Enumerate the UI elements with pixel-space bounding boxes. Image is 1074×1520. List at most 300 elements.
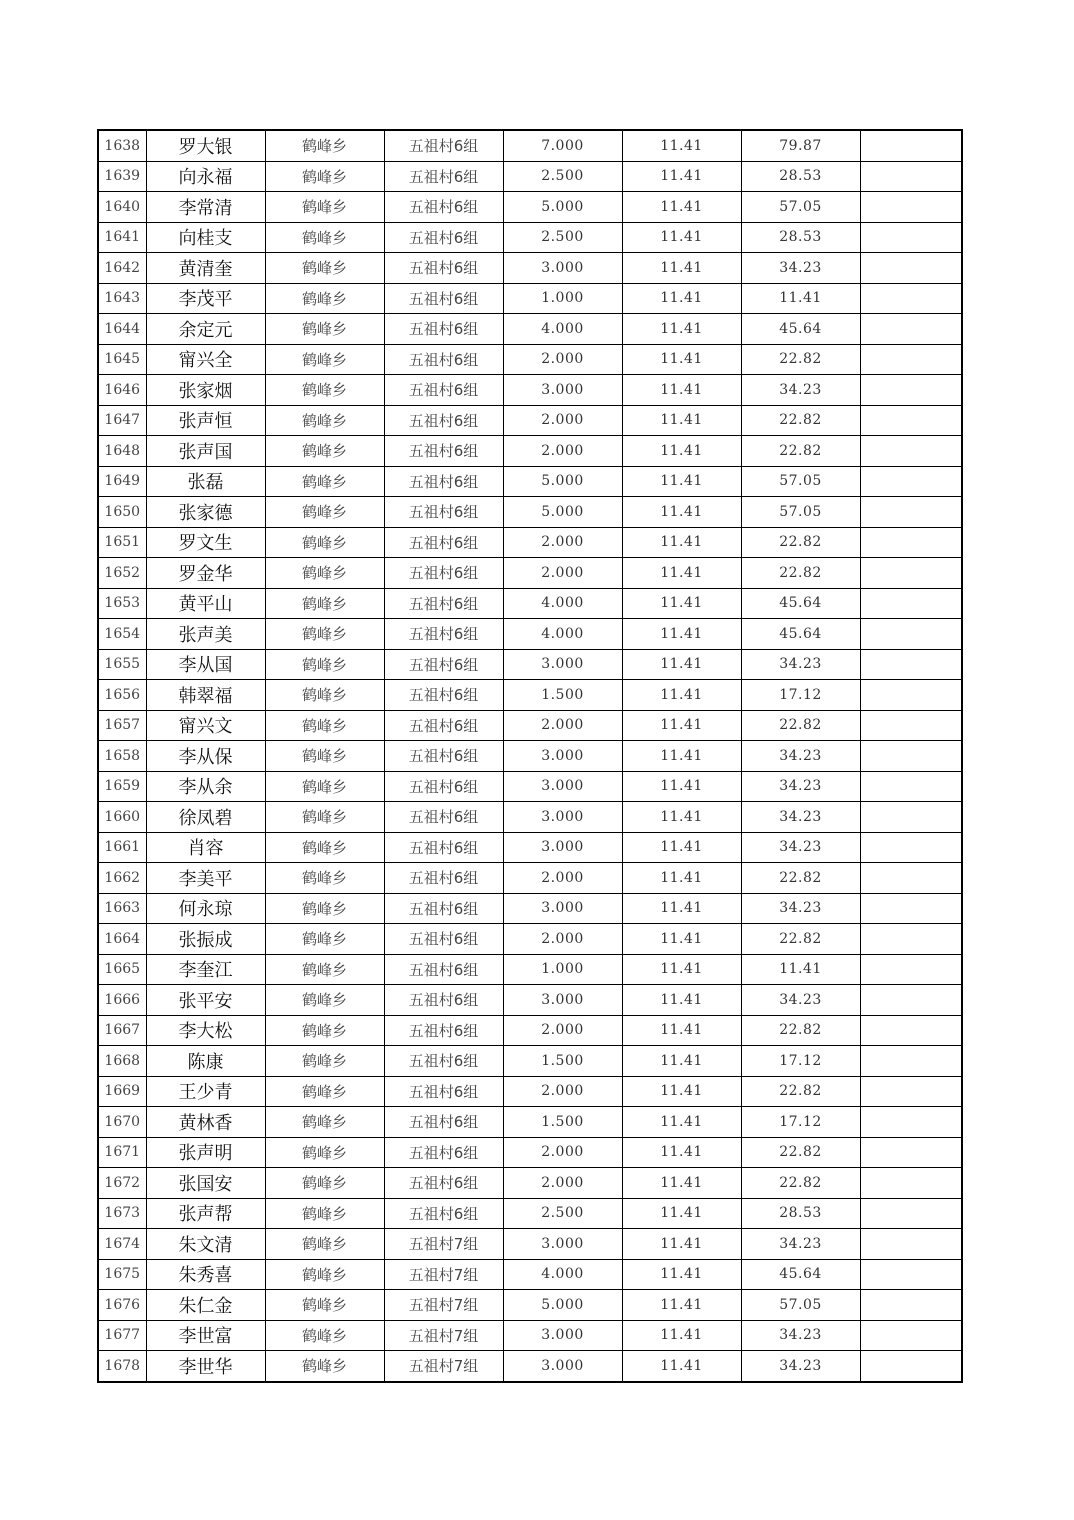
- name-cell: 李世富: [146, 1320, 265, 1351]
- row-number-cell: 1654: [98, 619, 146, 650]
- name-cell: 张声明: [146, 1137, 265, 1168]
- amount-cell: 22.82: [741, 436, 860, 467]
- amount-cell: 28.53: [741, 222, 860, 253]
- name-cell: 韩翠福: [146, 680, 265, 711]
- rate-cell: 11.41: [622, 497, 741, 528]
- village-group-cell: 五祖村6组: [384, 344, 503, 375]
- village-group-cell: 五祖村6组: [384, 314, 503, 345]
- township-cell: 鹤峰乡: [265, 1351, 384, 1382]
- village-group-cell: 五祖村6组: [384, 405, 503, 436]
- note-cell: [860, 466, 962, 497]
- name-cell: 王少青: [146, 1076, 265, 1107]
- quantity-cell: 3.000: [503, 253, 622, 284]
- amount-cell: 17.12: [741, 1107, 860, 1138]
- amount-cell: 22.82: [741, 558, 860, 589]
- rate-cell: 11.41: [622, 558, 741, 589]
- rate-cell: 11.41: [622, 1015, 741, 1046]
- amount-cell: 22.82: [741, 1137, 860, 1168]
- quantity-cell: 2.000: [503, 344, 622, 375]
- rate-cell: 11.41: [622, 893, 741, 924]
- rate-cell: 11.41: [622, 1351, 741, 1382]
- note-cell: [860, 1229, 962, 1260]
- row-number-cell: 1651: [98, 527, 146, 558]
- note-cell: [860, 1320, 962, 1351]
- name-cell: 徐凤碧: [146, 802, 265, 833]
- village-group-cell: 五祖村6组: [384, 1046, 503, 1077]
- amount-cell: 28.53: [741, 161, 860, 192]
- quantity-cell: 5.000: [503, 497, 622, 528]
- table-row: [98, 832, 962, 863]
- rate-cell: 11.41: [622, 466, 741, 497]
- table-row: [98, 558, 962, 589]
- rate-cell: 11.41: [622, 222, 741, 253]
- township-cell: 鹤峰乡: [265, 649, 384, 680]
- row-number-cell: 1642: [98, 253, 146, 284]
- row-number-cell: 1641: [98, 222, 146, 253]
- note-cell: [860, 985, 962, 1016]
- table-row: [98, 527, 962, 558]
- rate-cell: 11.41: [622, 1290, 741, 1321]
- row-number-cell: 1658: [98, 741, 146, 772]
- table-row: [98, 130, 962, 161]
- rate-cell: 11.41: [622, 375, 741, 406]
- township-cell: 鹤峰乡: [265, 558, 384, 589]
- amount-cell: 22.82: [741, 863, 860, 894]
- name-cell: 张声帮: [146, 1198, 265, 1229]
- township-cell: 鹤峰乡: [265, 222, 384, 253]
- township-cell: 鹤峰乡: [265, 1229, 384, 1260]
- township-cell: 鹤峰乡: [265, 1320, 384, 1351]
- amount-cell: 22.82: [741, 924, 860, 955]
- note-cell: [860, 893, 962, 924]
- amount-cell: 22.82: [741, 405, 860, 436]
- note-cell: [860, 1046, 962, 1077]
- note-cell: [860, 802, 962, 833]
- name-cell: 李常清: [146, 192, 265, 223]
- note-cell: [860, 1259, 962, 1290]
- township-cell: 鹤峰乡: [265, 680, 384, 711]
- rate-cell: 11.41: [622, 283, 741, 314]
- township-cell: 鹤峰乡: [265, 710, 384, 741]
- note-cell: [860, 161, 962, 192]
- rate-cell: 11.41: [622, 192, 741, 223]
- township-cell: 鹤峰乡: [265, 1046, 384, 1077]
- township-cell: 鹤峰乡: [265, 436, 384, 467]
- rate-cell: 11.41: [622, 832, 741, 863]
- village-group-cell: 五祖村6组: [384, 497, 503, 528]
- township-cell: 鹤峰乡: [265, 619, 384, 650]
- quantity-cell: 1.500: [503, 680, 622, 711]
- note-cell: [860, 192, 962, 223]
- table-row: [98, 1015, 962, 1046]
- note-cell: [860, 375, 962, 406]
- village-group-cell: 五祖村6组: [384, 985, 503, 1016]
- quantity-cell: 5.000: [503, 466, 622, 497]
- name-cell: 向桂支: [146, 222, 265, 253]
- name-cell: 李奎江: [146, 954, 265, 985]
- row-number-cell: 1669: [98, 1076, 146, 1107]
- township-cell: 鹤峰乡: [265, 985, 384, 1016]
- village-group-cell: 五祖村6组: [384, 130, 503, 161]
- village-group-cell: 五祖村6组: [384, 161, 503, 192]
- rate-cell: 11.41: [622, 802, 741, 833]
- note-cell: [860, 497, 962, 528]
- table-row: [98, 497, 962, 528]
- name-cell: 张声国: [146, 436, 265, 467]
- table-row: [98, 1076, 962, 1107]
- table-row: [98, 1198, 962, 1229]
- rate-cell: 11.41: [622, 161, 741, 192]
- records-table-body: [98, 130, 962, 1382]
- rate-cell: 11.41: [622, 253, 741, 284]
- table-row: [98, 466, 962, 497]
- row-number-cell: 1667: [98, 1015, 146, 1046]
- rate-cell: 11.41: [622, 619, 741, 650]
- amount-cell: 57.05: [741, 497, 860, 528]
- village-group-cell: 五祖村6组: [384, 466, 503, 497]
- rate-cell: 11.41: [622, 924, 741, 955]
- township-cell: 鹤峰乡: [265, 1015, 384, 1046]
- quantity-cell: 2.500: [503, 161, 622, 192]
- rate-cell: 11.41: [622, 1198, 741, 1229]
- rate-cell: 11.41: [622, 649, 741, 680]
- rate-cell: 11.41: [622, 680, 741, 711]
- village-group-cell: 五祖村6组: [384, 558, 503, 589]
- row-number-cell: 1652: [98, 558, 146, 589]
- village-group-cell: 五祖村6组: [384, 436, 503, 467]
- township-cell: 鹤峰乡: [265, 192, 384, 223]
- name-cell: 张声恒: [146, 405, 265, 436]
- note-cell: [860, 1351, 962, 1382]
- quantity-cell: 2.000: [503, 405, 622, 436]
- row-number-cell: 1656: [98, 680, 146, 711]
- amount-cell: 17.12: [741, 680, 860, 711]
- table-row: [98, 314, 962, 345]
- village-group-cell: 五祖村7组: [384, 1351, 503, 1382]
- row-number-cell: 1657: [98, 710, 146, 741]
- table-row: [98, 924, 962, 955]
- row-number-cell: 1648: [98, 436, 146, 467]
- township-cell: 鹤峰乡: [265, 1198, 384, 1229]
- quantity-cell: 3.000: [503, 1320, 622, 1351]
- name-cell: 李茂平: [146, 283, 265, 314]
- quantity-cell: 2.000: [503, 924, 622, 955]
- quantity-cell: 4.000: [503, 314, 622, 345]
- quantity-cell: 3.000: [503, 375, 622, 406]
- name-cell: 张家德: [146, 497, 265, 528]
- village-group-cell: 五祖村6组: [384, 283, 503, 314]
- village-group-cell: 五祖村6组: [384, 1168, 503, 1199]
- township-cell: 鹤峰乡: [265, 497, 384, 528]
- quantity-cell: 2.000: [503, 1076, 622, 1107]
- village-group-cell: 五祖村7组: [384, 1290, 503, 1321]
- amount-cell: 79.87: [741, 130, 860, 161]
- row-number-cell: 1674: [98, 1229, 146, 1260]
- amount-cell: 22.82: [741, 1076, 860, 1107]
- township-cell: 鹤峰乡: [265, 954, 384, 985]
- name-cell: 李大松: [146, 1015, 265, 1046]
- village-group-cell: 五祖村6组: [384, 1076, 503, 1107]
- quantity-cell: 3.000: [503, 771, 622, 802]
- township-cell: 鹤峰乡: [265, 253, 384, 284]
- row-number-cell: 1672: [98, 1168, 146, 1199]
- table-row: [98, 588, 962, 619]
- name-cell: 罗大银: [146, 130, 265, 161]
- amount-cell: 22.82: [741, 527, 860, 558]
- row-number-cell: 1644: [98, 314, 146, 345]
- amount-cell: 57.05: [741, 1290, 860, 1321]
- row-number-cell: 1640: [98, 192, 146, 223]
- note-cell: [860, 649, 962, 680]
- note-cell: [860, 741, 962, 772]
- note-cell: [860, 1290, 962, 1321]
- rate-cell: 11.41: [622, 344, 741, 375]
- row-number-cell: 1645: [98, 344, 146, 375]
- table-row: [98, 344, 962, 375]
- row-number-cell: 1673: [98, 1198, 146, 1229]
- note-cell: [860, 771, 962, 802]
- note-cell: [860, 863, 962, 894]
- name-cell: 朱文清: [146, 1229, 265, 1260]
- note-cell: [860, 1198, 962, 1229]
- name-cell: 张国安: [146, 1168, 265, 1199]
- rate-cell: 11.41: [622, 710, 741, 741]
- quantity-cell: 3.000: [503, 1229, 622, 1260]
- rate-cell: 11.41: [622, 1046, 741, 1077]
- quantity-cell: 2.500: [503, 1198, 622, 1229]
- quantity-cell: 1.500: [503, 1107, 622, 1138]
- village-group-cell: 五祖村6组: [384, 832, 503, 863]
- village-group-cell: 五祖村6组: [384, 954, 503, 985]
- name-cell: 黄平山: [146, 588, 265, 619]
- note-cell: [860, 619, 962, 650]
- name-cell: 张家烟: [146, 375, 265, 406]
- table-row: [98, 893, 962, 924]
- table-row: [98, 954, 962, 985]
- table-row: [98, 161, 962, 192]
- amount-cell: 34.23: [741, 832, 860, 863]
- name-cell: 张振成: [146, 924, 265, 955]
- table-row: [98, 405, 962, 436]
- village-group-cell: 五祖村6组: [384, 863, 503, 894]
- rate-cell: 11.41: [622, 1259, 741, 1290]
- table-row: [98, 619, 962, 650]
- village-group-cell: 五祖村7组: [384, 1320, 503, 1351]
- note-cell: [860, 680, 962, 711]
- rate-cell: 11.41: [622, 436, 741, 467]
- note-cell: [860, 314, 962, 345]
- name-cell: 陈康: [146, 1046, 265, 1077]
- quantity-cell: 5.000: [503, 192, 622, 223]
- row-number-cell: 1663: [98, 893, 146, 924]
- name-cell: 张声美: [146, 619, 265, 650]
- rate-cell: 11.41: [622, 405, 741, 436]
- township-cell: 鹤峰乡: [265, 1076, 384, 1107]
- amount-cell: 34.23: [741, 893, 860, 924]
- note-cell: [860, 1107, 962, 1138]
- row-number-cell: 1661: [98, 832, 146, 863]
- rate-cell: 11.41: [622, 1320, 741, 1351]
- name-cell: 张磊: [146, 466, 265, 497]
- name-cell: 罗文生: [146, 527, 265, 558]
- row-number-cell: 1666: [98, 985, 146, 1016]
- table-row: [98, 1168, 962, 1199]
- records-table: [97, 129, 963, 1383]
- quantity-cell: 3.000: [503, 649, 622, 680]
- township-cell: 鹤峰乡: [265, 588, 384, 619]
- quantity-cell: 1.000: [503, 283, 622, 314]
- rate-cell: 11.41: [622, 1229, 741, 1260]
- table-row: [98, 710, 962, 741]
- row-number-cell: 1665: [98, 954, 146, 985]
- township-cell: 鹤峰乡: [265, 1107, 384, 1138]
- rate-cell: 11.41: [622, 314, 741, 345]
- name-cell: 黄林香: [146, 1107, 265, 1138]
- name-cell: 余定元: [146, 314, 265, 345]
- table-row: [98, 1107, 962, 1138]
- quantity-cell: 1.000: [503, 954, 622, 985]
- village-group-cell: 五祖村7组: [384, 1259, 503, 1290]
- note-cell: [860, 344, 962, 375]
- note-cell: [860, 1137, 962, 1168]
- row-number-cell: 1676: [98, 1290, 146, 1321]
- name-cell: 朱仁金: [146, 1290, 265, 1321]
- table-row: [98, 985, 962, 1016]
- table-row: [98, 680, 962, 711]
- note-cell: [860, 405, 962, 436]
- name-cell: 甯兴文: [146, 710, 265, 741]
- village-group-cell: 五祖村6组: [384, 192, 503, 223]
- quantity-cell: 2.000: [503, 436, 622, 467]
- village-group-cell: 五祖村6组: [384, 771, 503, 802]
- amount-cell: 34.23: [741, 253, 860, 284]
- township-cell: 鹤峰乡: [265, 1168, 384, 1199]
- rate-cell: 11.41: [622, 741, 741, 772]
- village-group-cell: 五祖村6组: [384, 680, 503, 711]
- amount-cell: 34.23: [741, 1351, 860, 1382]
- row-number-cell: 1653: [98, 588, 146, 619]
- amount-cell: 45.64: [741, 1259, 860, 1290]
- township-cell: 鹤峰乡: [265, 130, 384, 161]
- table-row: [98, 1351, 962, 1382]
- township-cell: 鹤峰乡: [265, 771, 384, 802]
- table-row: [98, 802, 962, 833]
- township-cell: 鹤峰乡: [265, 832, 384, 863]
- amount-cell: 34.23: [741, 649, 860, 680]
- name-cell: 李从国: [146, 649, 265, 680]
- table-row: [98, 253, 962, 284]
- quantity-cell: 5.000: [503, 1290, 622, 1321]
- name-cell: 黄清奎: [146, 253, 265, 284]
- township-cell: 鹤峰乡: [265, 466, 384, 497]
- rate-cell: 11.41: [622, 985, 741, 1016]
- amount-cell: 11.41: [741, 954, 860, 985]
- name-cell: 罗金华: [146, 558, 265, 589]
- township-cell: 鹤峰乡: [265, 283, 384, 314]
- rate-cell: 11.41: [622, 1168, 741, 1199]
- rate-cell: 11.41: [622, 527, 741, 558]
- table-row: [98, 1259, 962, 1290]
- table-row: [98, 1320, 962, 1351]
- township-cell: 鹤峰乡: [265, 924, 384, 955]
- amount-cell: 22.82: [741, 710, 860, 741]
- note-cell: [860, 832, 962, 863]
- name-cell: 李世华: [146, 1351, 265, 1382]
- rate-cell: 11.41: [622, 1107, 741, 1138]
- note-cell: [860, 527, 962, 558]
- quantity-cell: 2.500: [503, 222, 622, 253]
- row-number-cell: 1660: [98, 802, 146, 833]
- row-number-cell: 1649: [98, 466, 146, 497]
- township-cell: 鹤峰乡: [265, 863, 384, 894]
- village-group-cell: 五祖村6组: [384, 619, 503, 650]
- row-number-cell: 1646: [98, 375, 146, 406]
- note-cell: [860, 283, 962, 314]
- row-number-cell: 1643: [98, 283, 146, 314]
- note-cell: [860, 253, 962, 284]
- quantity-cell: 2.000: [503, 710, 622, 741]
- note-cell: [860, 710, 962, 741]
- table-row: [98, 436, 962, 467]
- quantity-cell: 7.000: [503, 130, 622, 161]
- amount-cell: 34.23: [741, 771, 860, 802]
- village-group-cell: 五祖村6组: [384, 649, 503, 680]
- rate-cell: 11.41: [622, 954, 741, 985]
- table-row: [98, 283, 962, 314]
- row-number-cell: 1647: [98, 405, 146, 436]
- village-group-cell: 五祖村6组: [384, 741, 503, 772]
- note-cell: [860, 954, 962, 985]
- note-cell: [860, 1015, 962, 1046]
- township-cell: 鹤峰乡: [265, 741, 384, 772]
- quantity-cell: 3.000: [503, 832, 622, 863]
- table-row: [98, 222, 962, 253]
- row-number-cell: 1670: [98, 1107, 146, 1138]
- note-cell: [860, 1168, 962, 1199]
- village-group-cell: 五祖村6组: [384, 802, 503, 833]
- name-cell: 张平安: [146, 985, 265, 1016]
- row-number-cell: 1659: [98, 771, 146, 802]
- amount-cell: 22.82: [741, 1015, 860, 1046]
- table-row: [98, 649, 962, 680]
- rate-cell: 11.41: [622, 1076, 741, 1107]
- quantity-cell: 2.000: [503, 1168, 622, 1199]
- note-cell: [860, 436, 962, 467]
- amount-cell: 45.64: [741, 619, 860, 650]
- quantity-cell: 4.000: [503, 1259, 622, 1290]
- name-cell: 李美平: [146, 863, 265, 894]
- name-cell: 朱秀喜: [146, 1259, 265, 1290]
- table-row: [98, 771, 962, 802]
- table-row: [98, 192, 962, 223]
- amount-cell: 34.23: [741, 1229, 860, 1260]
- quantity-cell: 2.000: [503, 1015, 622, 1046]
- amount-cell: 45.64: [741, 588, 860, 619]
- note-cell: [860, 924, 962, 955]
- row-number-cell: 1639: [98, 161, 146, 192]
- village-group-cell: 五祖村6组: [384, 375, 503, 406]
- township-cell: 鹤峰乡: [265, 161, 384, 192]
- quantity-cell: 3.000: [503, 1351, 622, 1382]
- quantity-cell: 3.000: [503, 741, 622, 772]
- amount-cell: 34.23: [741, 1320, 860, 1351]
- name-cell: 向永福: [146, 161, 265, 192]
- village-group-cell: 五祖村6组: [384, 1198, 503, 1229]
- name-cell: 肖容: [146, 832, 265, 863]
- row-number-cell: 1668: [98, 1046, 146, 1077]
- quantity-cell: 3.000: [503, 893, 622, 924]
- township-cell: 鹤峰乡: [265, 527, 384, 558]
